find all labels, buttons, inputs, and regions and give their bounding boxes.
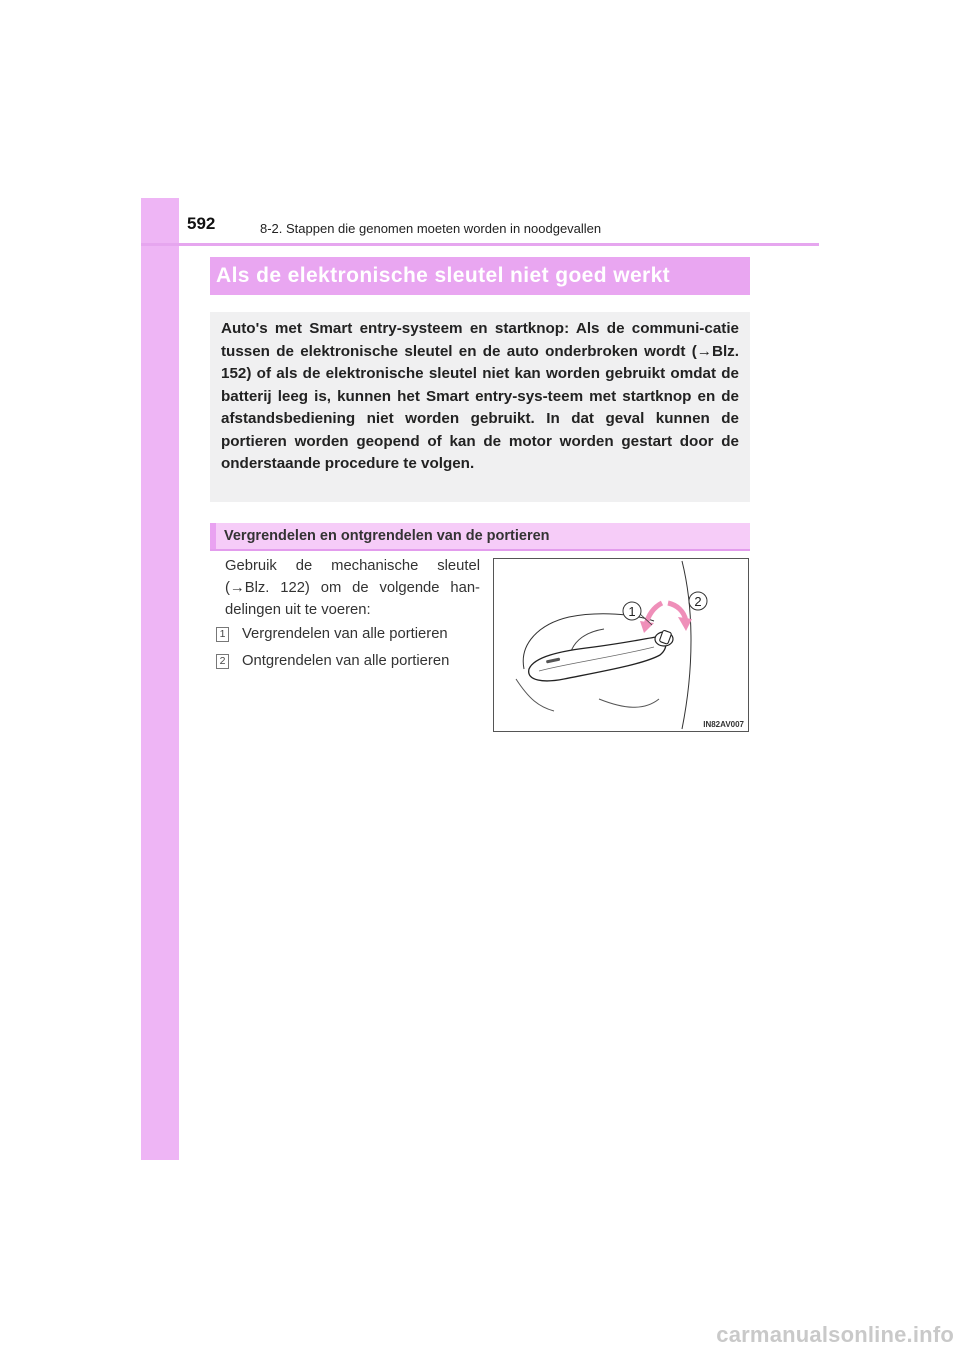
door-edge-line (682, 561, 691, 729)
section-title: Als de elektronische sleutel niet goed werkt (216, 264, 671, 287)
step-item-lock (216, 624, 448, 644)
intro-box (210, 312, 750, 502)
unlock-arrow-head (678, 617, 692, 631)
lock-arrow-head (640, 621, 654, 633)
door-handle-illustration (493, 558, 749, 732)
step-number-badge: 1 (216, 627, 229, 642)
subsection-banner (210, 523, 750, 549)
page-number: 592 (187, 214, 216, 233)
step-number-badge: 2 (216, 654, 229, 669)
door-handle-drawing (494, 559, 748, 731)
section-title-banner (210, 257, 750, 295)
header-divider (141, 243, 819, 246)
watermark-text: carmanualsonline.info (716, 1322, 954, 1347)
subsection-title: Vergrendelen en ontgrendelen van de portieren (224, 528, 550, 544)
chapter-side-tab (141, 198, 179, 1160)
callout-2-label: 2 (694, 594, 702, 609)
instruction-text: Gebruik de mechanische sleutel (→Blz. 122) om de volgende han-delingen uit te voeren: (225, 558, 480, 618)
section-breadcrumb: 8-2. Stappen die genomen moeten worden in noodgevallen (260, 221, 602, 236)
door-panel-line-2 (599, 699, 659, 707)
intro-text: Auto's met Smart entry-systeem en startknop: Als de communi-catie tussen de elektronische sleutel en de auto onderbroken wordt (→Blz. 152) of als de elektronische sleutel niet kan worden gebruikt omdat de batterij leeg is, kunnen het Smart entry-sys-teem met startknop en de afstandsbediening niet worden gebruikt. In dat geval kunnen de portieren worden geopend of kan de motor worden gestart door de onderstaande procedure te volgen. (221, 320, 739, 472)
figure-code: IN82AV007 (703, 720, 744, 729)
step-text: Vergrendelen van alle portieren (242, 626, 448, 642)
callout-1-label: 1 (628, 604, 636, 619)
step-text: Ontgrendelen van alle portieren (242, 653, 450, 669)
door-panel-line (516, 679, 554, 711)
step-item-unlock (216, 651, 449, 671)
